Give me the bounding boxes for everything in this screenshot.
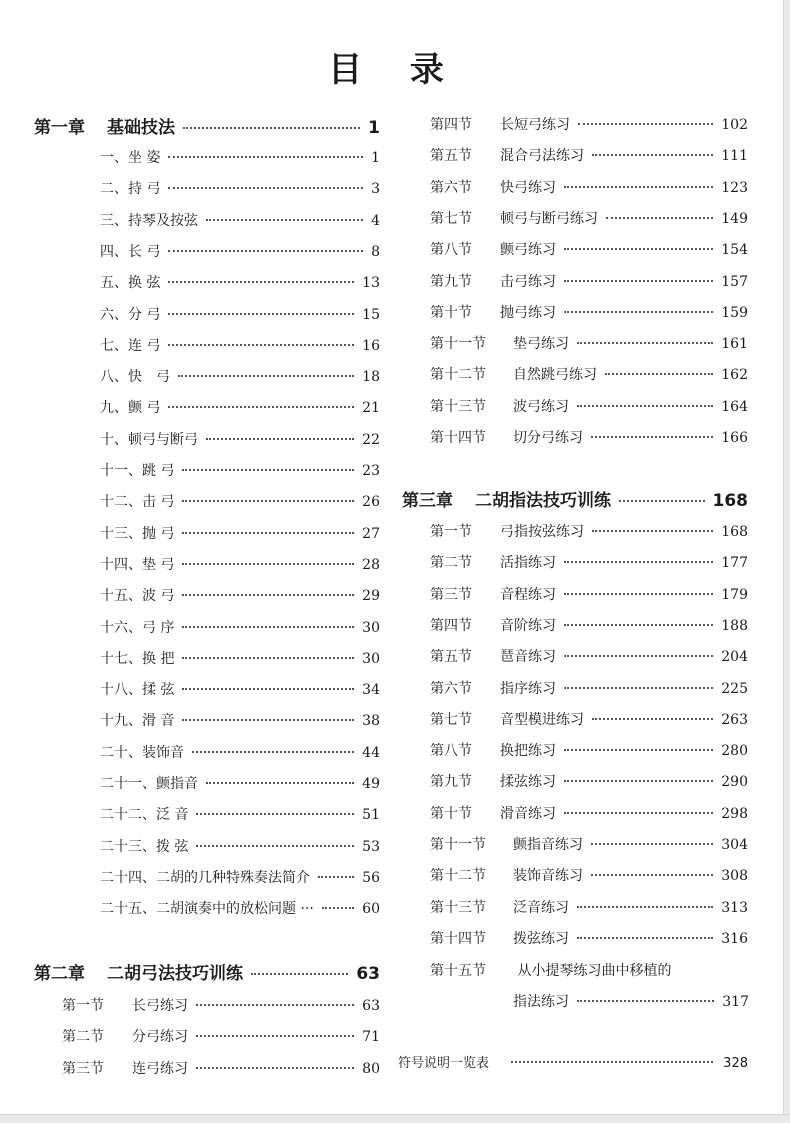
- section-label: 第十三节: [430, 899, 486, 916]
- dot-leader: [322, 907, 354, 909]
- item-title: 八、快 弓: [100, 369, 170, 386]
- section-label: 第五节: [430, 148, 472, 165]
- page-number: 60: [362, 901, 380, 918]
- page-number: 28: [362, 556, 380, 573]
- item-title: 连弓练习: [132, 1060, 188, 1077]
- dot-leader: [168, 187, 363, 189]
- toc-item-ch2-cont-8[interactable]: [430, 333, 748, 353]
- dot-leader: [182, 563, 354, 565]
- toc-item-ch3-12[interactable]: [430, 865, 748, 885]
- page-number: 63: [362, 998, 380, 1014]
- toc-item-ch1-20[interactable]: [100, 742, 380, 762]
- dot-leader: [619, 500, 705, 502]
- toc-item-ch1-4[interactable]: [100, 241, 380, 261]
- chapter-title: 二胡弓法技巧训练: [107, 964, 243, 984]
- dot-leader: [168, 406, 354, 408]
- item-title: 活指练习: [500, 555, 556, 572]
- section-label: 第十二节: [430, 868, 486, 885]
- section-label: 第十四节: [430, 930, 486, 947]
- page-number: 316: [721, 930, 748, 947]
- toc-item-ch2-3[interactable]: [62, 1058, 380, 1078]
- chapter-label: 第二章: [34, 964, 85, 984]
- toc-item-ch2-cont-6[interactable]: [430, 271, 748, 291]
- item-title: 自然跳弓练习: [513, 367, 597, 384]
- page-number: 157: [721, 273, 748, 290]
- toc-item-ch1-21[interactable]: [100, 773, 380, 793]
- dot-leader: [182, 626, 354, 628]
- toc-item-ch1-18[interactable]: [100, 679, 380, 699]
- page-number: 3: [371, 181, 380, 198]
- section-label: 第六节: [430, 680, 472, 697]
- page-number: 280: [721, 743, 748, 760]
- section-label: 第十二节: [430, 367, 486, 384]
- toc-chapter-1[interactable]: [34, 113, 380, 138]
- item-title: 击弓练习: [500, 273, 556, 290]
- section-label: 第十三节: [430, 398, 486, 415]
- item-title: 弓指按弦练习: [500, 524, 584, 540]
- dot-leader: [196, 845, 354, 847]
- toc-item-ch3-13[interactable]: [430, 897, 748, 917]
- dot-leader: [577, 1000, 714, 1002]
- toc-item-ch2-cont-11[interactable]: [430, 427, 748, 447]
- item-title: 三、持琴及按弦: [100, 212, 198, 229]
- section-label: 第三节: [62, 1060, 104, 1077]
- item-title: 换把练习: [500, 743, 556, 760]
- toc-item-ch2-1[interactable]: [62, 995, 380, 1015]
- toc-item-ch3-15-line1[interactable]: [430, 960, 671, 980]
- page-number: 317: [722, 994, 749, 1010]
- section-label: 第七节: [430, 711, 472, 728]
- page-number: 168: [712, 491, 748, 511]
- dot-leader: [605, 373, 713, 375]
- section-label: 第五节: [430, 649, 472, 666]
- item-title: 音阶练习: [500, 617, 556, 634]
- toc-item-ch1-16[interactable]: [100, 617, 380, 637]
- page-number: 166: [721, 430, 748, 446]
- item-title: 垫弓练习: [513, 336, 569, 353]
- page-edge-bottom: [0, 1114, 790, 1123]
- page-number: 53: [362, 838, 380, 855]
- item-title: 音程练习: [500, 586, 556, 603]
- page-number: 111: [721, 148, 748, 165]
- page-edge-right: [783, 0, 790, 1123]
- toc-item-ch2-cont-4[interactable]: [430, 208, 748, 228]
- page-number: 123: [721, 179, 748, 196]
- item-title: 十三、抛 弓: [100, 525, 175, 542]
- dot-leader: [578, 123, 713, 125]
- page-number: 162: [721, 367, 748, 384]
- page-number: 29: [362, 588, 380, 605]
- dot-leader: [592, 530, 713, 532]
- dot-leader: [183, 127, 360, 129]
- toc-chapter-3[interactable]: [402, 486, 748, 511]
- toc-item-ch3-8[interactable]: [430, 740, 748, 760]
- toc-item-ch2-cont-9[interactable]: [430, 364, 748, 384]
- item-title: 二十、装饰音: [100, 744, 184, 761]
- dot-leader: [168, 156, 363, 158]
- item-title: 快弓练习: [500, 179, 556, 196]
- item-title: 十、顿弓与断弓: [100, 431, 198, 448]
- item-title: 分弓练习: [132, 1029, 188, 1046]
- section-label: 第十一节: [430, 837, 486, 853]
- page-number: 8: [371, 243, 380, 260]
- toc-item-ch1-12[interactable]: [100, 491, 380, 511]
- toc-item-ch3-10[interactable]: [430, 803, 748, 823]
- dot-leader: [182, 594, 354, 596]
- page-number: 4: [371, 212, 380, 229]
- dot-leader: [168, 250, 363, 252]
- item-title: 十四、垫 弓: [100, 556, 175, 573]
- dot-leader: [606, 217, 713, 219]
- toc-item-ch3-1[interactable]: [430, 521, 748, 541]
- item-title: 十七、换 把: [100, 650, 175, 667]
- toc-item-ch1-14[interactable]: [100, 554, 380, 574]
- section-label: 第九节: [430, 273, 472, 290]
- dot-leader: [564, 655, 713, 657]
- page-number: 164: [721, 398, 748, 415]
- page-number: 188: [721, 617, 748, 634]
- chapter-title: 基础技法: [107, 118, 175, 138]
- toc-item-ch1-10[interactable]: [100, 429, 380, 449]
- page-number: 15: [362, 306, 380, 323]
- toc-item-ch3-14[interactable]: [430, 928, 748, 948]
- dot-leader: [192, 751, 354, 753]
- page-number: 179: [721, 586, 748, 603]
- item-title: 长短弓练习: [500, 117, 570, 133]
- toc-item-ch1-11[interactable]: [100, 460, 380, 480]
- toc-item-ch2-cont-10[interactable]: [430, 396, 748, 416]
- toc-item-ch1-3[interactable]: [100, 210, 380, 230]
- item-title: 七、连 弓: [100, 337, 161, 354]
- dot-leader: [251, 973, 348, 975]
- page-number: 56: [362, 869, 380, 886]
- page-number: 71: [362, 1029, 380, 1046]
- dot-leader: [206, 782, 354, 784]
- item-title: 颤弓练习: [500, 242, 556, 259]
- item-title: 一、坐 姿: [100, 150, 161, 166]
- page-number: 168: [721, 524, 748, 540]
- page-number: 26: [362, 494, 380, 511]
- item-title: 顿弓与断弓练习: [500, 210, 598, 227]
- dot-leader: [591, 436, 713, 438]
- dot-leader: [564, 593, 713, 595]
- page-number: 16: [362, 337, 380, 354]
- toc-item-ch1-6[interactable]: [100, 304, 380, 324]
- dot-leader: [182, 469, 354, 471]
- section-label: 第十节: [430, 805, 472, 822]
- toc-item-ch2-cont-2[interactable]: [430, 145, 748, 165]
- item-title: 指法练习: [513, 994, 569, 1010]
- item-title: 抛弓练习: [500, 304, 556, 321]
- toc-item-ch3-3[interactable]: [430, 584, 748, 604]
- dot-leader: [168, 344, 354, 346]
- page-number: 308: [721, 868, 748, 885]
- item-title: 二十二、泛 音: [100, 807, 189, 824]
- item-title: 九、颤 弓: [100, 400, 161, 417]
- page-number: 304: [721, 837, 748, 853]
- chapter-label: 第三章: [402, 491, 453, 511]
- toc-item-ch1-8[interactable]: [100, 366, 380, 386]
- section-label: 第三节: [430, 586, 472, 603]
- dot-leader: [182, 500, 354, 502]
- dot-leader: [182, 532, 354, 534]
- toc-item-ch1-1[interactable]: [100, 147, 380, 167]
- toc-symbols[interactable]: [398, 1052, 748, 1071]
- item-title: 五、换 弦: [100, 275, 161, 292]
- page-number: 149: [721, 210, 748, 227]
- dot-leader: [577, 405, 713, 407]
- item-title: 符号说明一览表: [398, 1056, 490, 1071]
- page-number: 328: [723, 1056, 748, 1071]
- page-number: 30: [362, 619, 380, 636]
- item-title: 波弓练习: [513, 398, 569, 415]
- dot-leader: [178, 375, 354, 377]
- item-title: 十二、击 弓: [100, 494, 175, 511]
- dot-leader: [591, 874, 713, 876]
- item-title: 十八、揉 弦: [100, 682, 175, 699]
- toc-item-ch1-5[interactable]: [100, 272, 380, 292]
- section-label: 第十节: [430, 304, 472, 321]
- toc-item-ch1-24[interactable]: [100, 867, 380, 887]
- page-number: 154: [721, 242, 748, 259]
- toc-item-ch2-cont-7[interactable]: [430, 302, 748, 322]
- item-title: 二、持 弓: [100, 181, 161, 198]
- toc-item-ch2-cont-3[interactable]: [430, 177, 748, 197]
- dot-leader: [592, 154, 713, 156]
- section-label: 第九节: [430, 774, 472, 791]
- chapter-title: 二胡指法技巧训练: [475, 491, 611, 511]
- dot-leader: [196, 1004, 354, 1006]
- page-number: 27: [362, 525, 380, 542]
- toc-item-ch2-cont-5[interactable]: [430, 239, 748, 259]
- toc-item-ch1-17[interactable]: [100, 648, 380, 668]
- dot-leader: [206, 219, 363, 221]
- item-title: 二十四、二胡的几种特殊奏法简介: [100, 869, 310, 886]
- toc-item-ch1-2[interactable]: [100, 178, 380, 198]
- toc-item-ch3-11[interactable]: [430, 834, 748, 854]
- section-label: 第十四节: [430, 430, 486, 446]
- dot-leader: [564, 186, 713, 188]
- section-label: 第八节: [430, 242, 472, 259]
- dot-leader: [564, 780, 713, 782]
- dot-leader: [564, 812, 713, 814]
- toc-item-ch1-23[interactable]: [100, 836, 380, 856]
- page-number: 34: [362, 682, 380, 699]
- page-number: 263: [721, 711, 748, 728]
- toc-item-ch3-7[interactable]: [430, 709, 748, 729]
- item-title: 长弓练习: [132, 998, 188, 1014]
- toc-item-ch3-5[interactable]: [430, 646, 748, 666]
- dot-leader: [564, 311, 713, 313]
- item-title: 二十一、颤指音: [100, 776, 198, 792]
- page-number: 18: [362, 369, 380, 386]
- section-label: 第八节: [430, 743, 472, 760]
- toc-item-ch1-15[interactable]: [100, 585, 380, 605]
- dot-leader: [196, 1067, 354, 1069]
- dot-leader: [591, 843, 713, 845]
- page-number: 21: [362, 400, 380, 417]
- page-number: 80: [362, 1060, 380, 1077]
- page-number: 225: [721, 680, 748, 697]
- page-number: 177: [721, 555, 748, 572]
- page-number: 1: [368, 118, 380, 138]
- item-title: 切分弓练习: [513, 430, 583, 446]
- dot-leader: [577, 342, 713, 344]
- dot-leader: [168, 281, 354, 283]
- section-label: 第六节: [430, 179, 472, 196]
- toc-item-ch1-7[interactable]: [100, 335, 380, 355]
- dot-leader: [592, 718, 713, 720]
- section-label: 第四节: [430, 117, 472, 133]
- dot-leader: [577, 906, 713, 908]
- section-label: 第七节: [430, 210, 472, 227]
- dot-leader: [564, 561, 713, 563]
- toc-item-ch2-cont-1[interactable]: [430, 114, 748, 134]
- section-label: 第十一节: [430, 336, 486, 353]
- toc-item-ch1-25[interactable]: [100, 898, 380, 918]
- item-title: 拨弦练习: [513, 930, 569, 947]
- dot-leader: [564, 280, 713, 282]
- dot-leader: [196, 1035, 354, 1037]
- dot-leader: [168, 313, 354, 315]
- item-title: 揉弦练习: [500, 774, 556, 791]
- toc-item-ch1-22[interactable]: [100, 804, 380, 824]
- page-number: 298: [721, 805, 748, 822]
- page-number: 63: [356, 964, 380, 984]
- dot-leader: [564, 248, 713, 250]
- toc-item-ch1-13[interactable]: [100, 523, 380, 543]
- item-title: 泛音练习: [513, 899, 569, 916]
- chapter-label: 第一章: [34, 118, 85, 138]
- page-number: 1: [371, 150, 380, 166]
- section-label: 第二节: [62, 1029, 104, 1046]
- toc-item-ch2-2[interactable]: [62, 1026, 380, 1046]
- page-number: 38: [362, 713, 380, 730]
- item-title: 混合弓法练习: [500, 148, 584, 165]
- section-label: 第一节: [62, 998, 104, 1014]
- page-number: 159: [721, 304, 748, 321]
- item-title: 十六、弓 序: [100, 619, 175, 636]
- dot-leader: [318, 876, 354, 878]
- item-title: 十五、波 弓: [100, 588, 175, 605]
- section-label: 第四节: [430, 617, 472, 634]
- toc-item-ch3-2[interactable]: [430, 552, 748, 572]
- toc-chapter-2[interactable]: [34, 959, 380, 984]
- page-number: 13: [362, 275, 380, 292]
- page-number: 44: [362, 744, 380, 761]
- dot-leader: [182, 657, 354, 659]
- toc-item-ch1-19[interactable]: [100, 710, 380, 730]
- page-number: 22: [362, 431, 380, 448]
- page-number: 161: [721, 336, 748, 353]
- page-number: 23: [362, 463, 380, 479]
- page-title: 目 录: [328, 50, 462, 90]
- section-label: 第一节: [430, 524, 472, 540]
- section-label: 第二节: [430, 555, 472, 572]
- toc-item-ch1-9[interactable]: [100, 397, 380, 417]
- item-title: 二十五、二胡演奏中的放松问题 ···: [100, 901, 314, 918]
- dot-leader: [564, 624, 713, 626]
- dot-leader: [511, 1061, 713, 1063]
- section-label: 第十五节: [430, 963, 486, 979]
- item-title: 二十三、拨 弦: [100, 838, 189, 855]
- item-title: 颤指音练习: [513, 837, 583, 853]
- page-number: 51: [362, 807, 380, 824]
- page-number: 49: [362, 776, 380, 792]
- toc-item-ch3-15-line2[interactable]: [513, 991, 749, 1011]
- page-number: 313: [721, 899, 748, 916]
- item-title: 琶音练习: [500, 649, 556, 666]
- page-number: 30: [362, 650, 380, 667]
- item-title: 十九、滑 音: [100, 713, 175, 730]
- dot-leader: [564, 687, 713, 689]
- toc-item-ch3-9[interactable]: [430, 771, 748, 791]
- page-number: 102: [721, 117, 748, 133]
- item-title: 音型模进练习: [500, 711, 584, 728]
- toc-item-ch3-6[interactable]: [430, 678, 748, 698]
- dot-leader: [196, 813, 354, 815]
- toc-item-ch3-4[interactable]: [430, 615, 748, 635]
- dot-leader: [577, 937, 713, 939]
- page-number: 204: [721, 649, 748, 666]
- dot-leader: [564, 749, 713, 751]
- item-title: 装饰音练习: [513, 868, 583, 885]
- item-title: 滑音练习: [500, 805, 556, 822]
- dot-leader: [206, 438, 354, 440]
- item-title: 四、长 弓: [100, 243, 161, 260]
- item-title: 指序练习: [500, 680, 556, 697]
- item-title: 六、分 弓: [100, 306, 161, 323]
- page-number: 290: [721, 774, 748, 791]
- dot-leader: [182, 719, 354, 721]
- dot-leader: [182, 688, 354, 690]
- item-title: 从小提琴练习曲中移植的: [517, 963, 672, 979]
- item-title: 十一、跳 弓: [100, 463, 175, 479]
